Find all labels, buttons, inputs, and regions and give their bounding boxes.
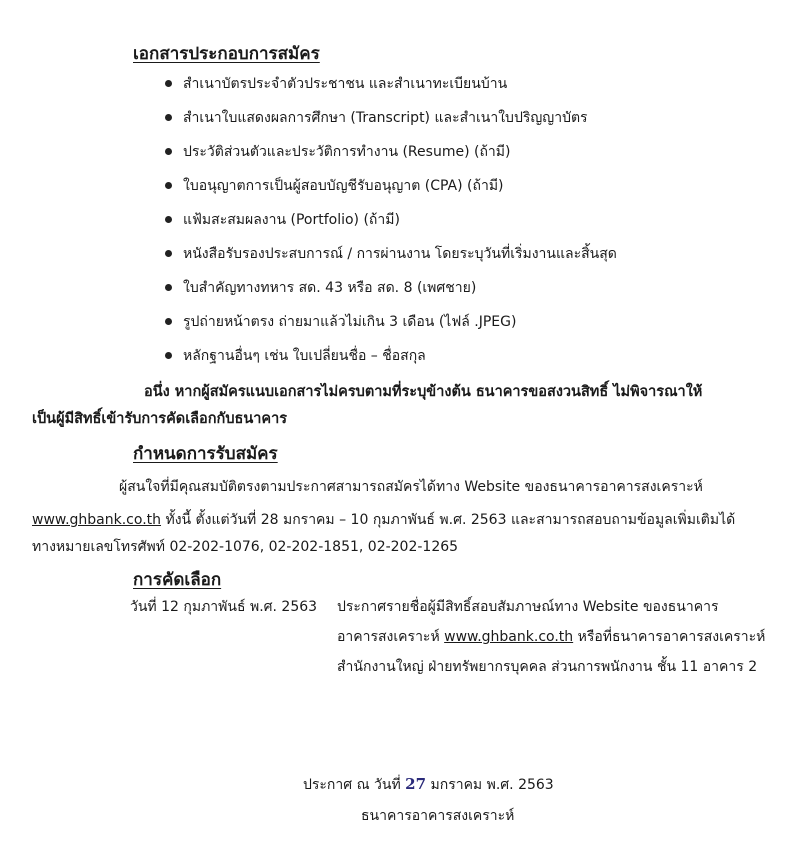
application-line1: ผู้สนใจที่มีคุณสมบัติตรงตามประกาศสามารถสมัครได้ทาง Website ของธนาคารอาคารสงเคราะห์ — [119, 479, 703, 495]
list-item-text: ใบสำคัญทางทหาร สด. 43 หรือ สด. 8 (เพศชาย) — [183, 280, 477, 296]
selection-desc-line2 — [337, 627, 765, 647]
application-heading: กำหนดการรับสมัคร — [133, 444, 278, 464]
selection-desc-line2-pre: อาคารสงเคราะห์ — [337, 629, 445, 645]
list-item-text: หลักฐานอื่นๆ เช่น ใบเปลี่ยนชื่อ – ชื่อสกุล — [183, 348, 426, 364]
list-item-text: สำเนาใบแสดงผลการศึกษา (Transcript) และสำเนาใบปริญญาบัตร — [183, 110, 588, 126]
website-link[interactable]: www.ghbank.co.th — [32, 512, 162, 528]
bullet-icon — [165, 80, 172, 87]
documents-heading: เอกสารประกอบการสมัคร — [133, 44, 320, 64]
bullet-icon — [165, 284, 172, 291]
documents-note-line1: อนึ่ง หากผู้สมัครแนบเอกสารไม่ครบตามที่ระบุข้างต้น ธนาคารขอสงวนสิทธิ์ ไม่พิจารณาให้ — [144, 384, 703, 400]
bullet-icon — [165, 352, 172, 359]
list-item-text: สำเนาบัตรประจำตัวประชาชน และสำเนาทะเบียนบ้าน — [183, 76, 508, 92]
bullet-icon — [165, 182, 172, 189]
list-item-text: ใบอนุญาตการเป็นผู้สอบบัญชีรับอนุญาต (CPA) (ถ้ามี) — [183, 178, 504, 194]
bullet-icon — [165, 114, 172, 121]
selection-date: วันที่ 12 กุมภาพันธ์ พ.ศ. 2563 — [130, 599, 318, 615]
announcement-prefix: ประกาศ ณ วันที่ — [303, 777, 401, 793]
application-line2 — [32, 510, 735, 530]
selection-heading: การคัดเลือก — [133, 570, 222, 590]
announcement-day: 27 — [405, 775, 427, 793]
selection-desc-line1: ประกาศรายชื่อผู้มีสิทธิ์สอบสัมภาษณ์ทาง Website ของธนาคาร — [337, 599, 719, 615]
documents-note-line2: เป็นผู้มีสิทธิ์เข้ารับการคัดเลือกกับธนาคาร — [32, 411, 288, 427]
application-line2-text: ทั้งนี้ ตั้งแต่วันที่ 28 มกราคม – 10 กุมภาพันธ์ พ.ศ. 2563 และสามารถสอบถามข้อมูลเพิ่มเติมได้ — [161, 512, 736, 528]
bullet-icon — [165, 250, 172, 257]
application-line3: ทางหมายเลขโทรศัพท์ 02-202-1076, 02-202-1851, 02-202-1265 — [32, 539, 459, 555]
website-link[interactable]: www.ghbank.co.th — [444, 629, 574, 645]
list-item-text: ประวัติส่วนตัวและประวัติการทำงาน (Resume) (ถ้ามี) — [183, 144, 511, 160]
list-item-text: แฟ้มสะสมผลงาน (Portfolio) (ถ้ามี) — [183, 212, 400, 228]
list-item-text: รูปถ่ายหน้าตรง ถ่ายมาแล้วไม่เกิน 3 เดือน (ไฟล์ .JPEG) — [183, 314, 517, 330]
bullet-icon — [165, 216, 172, 223]
bullet-icon — [165, 148, 172, 155]
list-item-text: หนังสือรับรองประสบการณ์ / การผ่านงาน โดยระบุวันที่เริ่มงานและสิ้นสุด — [183, 246, 617, 262]
bullet-icon — [165, 318, 172, 325]
issuer-name: ธนาคารอาคารสงเคราะห์ — [361, 808, 515, 824]
selection-desc-line3: สำนักงานใหญ่ ฝ่ายทรัพยากรบุคคล ส่วนการพนักงาน ชั้น 11 อาคาร 2 — [337, 659, 758, 675]
announcement-date — [303, 774, 554, 795]
selection-desc-line2-post: หรือที่ธนาคารอาคารสงเคราะห์ — [573, 629, 766, 645]
announcement-month-year: มกราคม พ.ศ. 2563 — [430, 777, 554, 793]
